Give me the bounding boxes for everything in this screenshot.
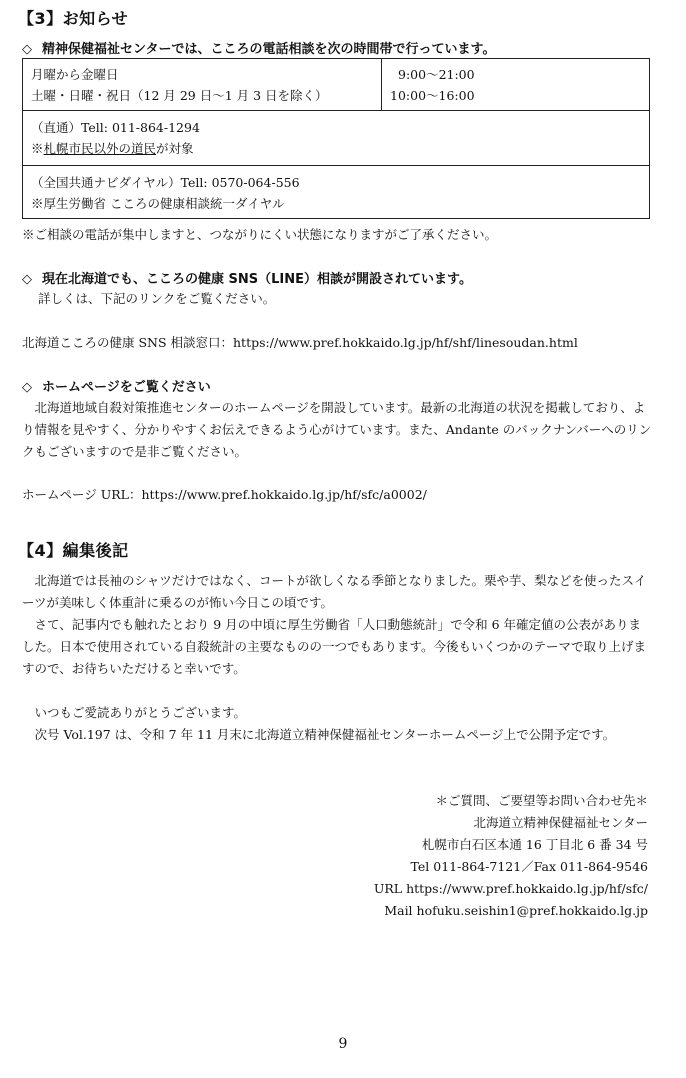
homepage-paragraph [22, 397, 652, 463]
sns-consult-heading-text: 現在北海道でも、こころの健康 SNS（LINE）相談が開設されています。 [42, 272, 472, 287]
homepage-heading [22, 376, 211, 395]
diamond-icon: ◇ [22, 272, 32, 287]
section-3-title: 【3】お知らせ [18, 9, 129, 28]
hours-days-cell [23, 59, 382, 111]
contact-tel-fax: Tel 011-864-7121／Fax 011-864-9546 [410, 859, 648, 874]
afterword-paragraph-1 [22, 570, 652, 614]
afterword-text-4: 次号 Vol.197 は、令和 7 年 11 月末に北海道立精神保健福祉センターホームページ上で公開予定です。 [34, 727, 616, 742]
table-row [23, 111, 650, 166]
contact-heading: ＊ご質問、ご要望等お問い合わせ先＊ [435, 793, 648, 808]
afterword-text-1: 北海道では長袖のシャツだけではなく、コートが欲しくなる季節となりました。栗や芋、梨などを使ったスイーツが美味しく体重計に乗るのが怖い今日この頃です。 [22, 573, 647, 610]
contact-address: 札幌市白石区本通 16 丁目北 6 番 34 号 [421, 837, 648, 852]
sns-link[interactable]: 北海道こころの健康 SNS 相談窓口：https://www.pref.hokkaido.lg.jp/hf/shf/linesoudan.html [22, 335, 578, 350]
weekend-hours: 10:00〜16:00 [390, 88, 475, 103]
afterword-text-3: いつもご愛読ありがとうございます。 [34, 705, 247, 720]
contact-org: 北海道立精神保健福祉センター [473, 815, 648, 830]
hours-time-cell [382, 59, 650, 111]
table-row [23, 59, 650, 111]
target-underlined: 札幌市民以外の道民 [43, 141, 157, 156]
weekday-hours: 9:00〜21:00 [398, 67, 475, 82]
table-row [23, 166, 650, 219]
afterword-paragraph-2 [22, 614, 652, 680]
contact-mail[interactable]: Mail hofuku.seishin1@pref.hokkaido.lg.jp [384, 903, 648, 918]
direct-line-tel: （直通）Tell: 011-864-1294 [31, 120, 200, 135]
homepage-heading-text: ホームページをご覧ください [42, 380, 211, 395]
phone-consult-table [22, 58, 650, 219]
navi-dial-tel: （全国共通ナビダイヤル）Tell: 0570-064-556 [31, 175, 300, 190]
afterword-paragraph-4 [22, 724, 652, 746]
target-suffix: が対象 [156, 141, 194, 156]
diamond-icon: ◇ [22, 380, 32, 395]
diamond-icon: ◇ [22, 42, 32, 57]
sns-consult-heading [22, 268, 472, 287]
phone-consult-heading [22, 38, 495, 57]
navi-dial-note: ※厚生労働省 こころの健康相談統一ダイヤル [31, 196, 285, 211]
navi-dial-cell [23, 166, 650, 219]
weekday-label: 月曜から金曜日 [31, 67, 119, 82]
page-number: 9 [338, 1036, 348, 1052]
contact-url[interactable]: URL https://www.pref.hokkaido.lg.jp/hf/sfc/ [373, 881, 648, 896]
note-mark: ※ [31, 141, 44, 156]
busy-note: ※ご相談の電話が集中しますと、つながりにくい状態になりますがご了承ください。 [22, 227, 498, 242]
homepage-paragraph-text: 北海道地域自殺対策推進センターのホームページを開設しています。最新の北海道の状況を掲載しており、より情報を見やすく、分かりやすくお伝えできるよう心がけています。また、Andante のバックナンバーへのリンクもございますので是非ご覧ください。 [22, 400, 652, 459]
contact-block [374, 790, 648, 922]
direct-line-target [31, 138, 641, 159]
direct-line-cell [23, 111, 650, 166]
homepage-link[interactable]: ホームページ URL：https://www.pref.hokkaido.lg.jp/hf/sfc/a0002/ [22, 487, 427, 502]
phone-consult-heading-text: 精神保健福祉センターでは、こころの電話相談を次の時間帯で行っています。 [42, 42, 496, 57]
section-4-title: 【4】編集後記 [18, 541, 129, 560]
sns-detail-text: 詳しくは、下記のリンクをご覧ください。 [38, 291, 276, 306]
weekend-label: 土曜・日曜・祝日（12 月 29 日〜1 月 3 日を除く） [31, 88, 328, 103]
afterword-text-2: さて、記事内でも触れたとおり 9 月の中頃に厚生労働省「人口動態統計」で令和 6 年確定値の公表がありました。日本で使用されている自殺統計の主要なものの一つでもあります。今後もいくつかのテーマで取り上げますので、お待ちいただけると幸いです。 [22, 617, 647, 676]
afterword-paragraph-3 [22, 702, 652, 724]
